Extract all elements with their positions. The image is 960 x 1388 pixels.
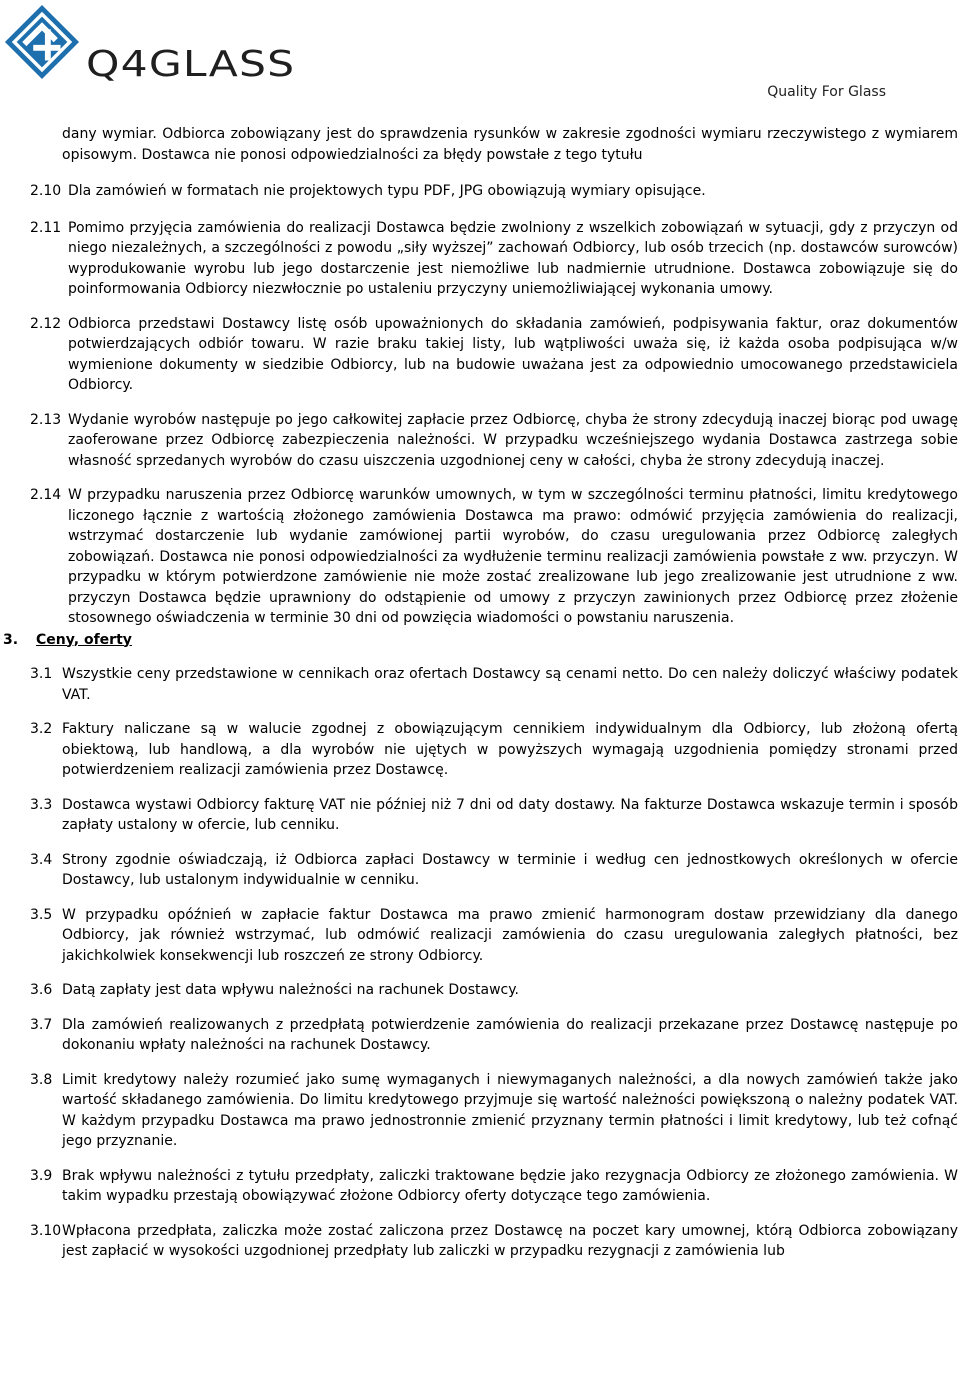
- clause-number: 3.8: [30, 1071, 53, 1088]
- section-title: Ceny, oferty: [36, 631, 132, 648]
- section-3-heading: [3, 630, 958, 651]
- clause-3-10: [30, 1221, 958, 1262]
- clause-2-10: [30, 181, 958, 202]
- clause-text: Datą zapłaty jest data wpływu należności na rachunek Dostawcy.: [62, 982, 519, 998]
- intro-paragraph: dany wymiar. Odbiorca zobowiązany jest do sprawdzenia rysunków w zakresie zgodności wymiaru rzeczywistego z wymiarem opisowym. Dostawca nie ponosi odpowiedzialności za błędy powstałe z tego tytułu: [62, 126, 958, 163]
- clause-number: 3.7: [30, 1016, 53, 1033]
- clause-3-8: [30, 1070, 958, 1152]
- page-header: [0, 0, 960, 110]
- clause-text: Faktury naliczane są w walucie zgodnej z obowiązującym cennikiem indywidualnym dla Odbiorcy, lub złożoną ofertą obiektową, lub handlową, a dla wyrobów nie ujętych w powyższych wymagają uzgodnienia pomiędzy stronami przed potwierdzeniem realizacji zamówienia przez Dostawcę.: [62, 721, 958, 778]
- q4glass-logo-icon: [3, 3, 81, 81]
- clause-3-5: [30, 905, 958, 967]
- clause-3-4: [30, 850, 958, 891]
- clause-3-1: [30, 664, 958, 705]
- clause-number: 3.6: [30, 982, 53, 998]
- document-body: [3, 124, 958, 1262]
- clause-number: 3.9: [30, 1167, 53, 1184]
- clause-3-7: [30, 1015, 958, 1056]
- clause-text: Wpłacona przedpłata, zaliczka może zostać zaliczona przez Dostawcę na poczet kary umownej, którą Odbiorca zobowiązany jest zapłacić w wysokości uzgodnionej przedpłaty lub zaliczki w przypadku rezygnacji z zamówienia lub: [62, 1222, 958, 1259]
- clause-number: 2.14: [30, 487, 62, 503]
- clause-text: Pomimo przyjęcia zamówienia do realizacji Dostawca będzie zwolniony z wszelkich zobowiązań w sytuacji, gdy z przyczyn od niego niezależnych, a szczególności z powodu „siły wyższej” zachowań Odbiorcy, lub osób trzecich (np. dostawców surowców) wyprodukowanie wyrobu lub jego dostarczenie jest niemożliwe lub nadmiernie utrudnione. Dostawca zobowiązuje się do poinformowania Odbiorcy niezwłocznie po ustaleniu przyczyny uniemożliwiającej wykonania umowy.: [68, 219, 958, 297]
- clause-text: Limit kredytowy należy rozumieć jako sumę wymaganych i niewymaganych należności, a dla nowych zamówień także jako wartość składanego zamówienia. Do limitu kredytowego przyjmuje się wartość należności powiększoną o należny podatek VAT. W każdym przypadku Dostawca ma prawo jednostronnie zmienić przyznany termin płatności i limit kredytowy, lub też cofnąć jego przyznanie.: [62, 1071, 958, 1149]
- clause-text: Dla zamówień w formatach nie projektowych typu PDF, JPG obowiązują wymiary opisujące.: [68, 183, 706, 199]
- clause-text: Dla zamówień realizowanych z przedpłatą potwierdzenie zamówienia do realizacji przekazane przez Dostawcę następuje po dokonaniu wpłaty należności na rachunek Dostawcy.: [62, 1016, 958, 1053]
- clause-text: W przypadku naruszenia przez Odbiorcę warunków umownych, w tym w szczególności terminu płatności, limitu kredytowego liczonego łącznie z wartością złożonego zamówienia Dostawca ma prawo: odmówić przyjęcia zamówienia do realizacji, wstrzymać dostarczenie lub wydanie zamówionej partii wyrobów, do czasu uregulowania przez Odbiorcę zaległych zobowiązań. Dostawca nie ponosi odpowiedzialności za wydłużenie terminu realizacji zamówienia powstałe z ww. przyczyn. W przypadku w którym potwierdzone zamówienie nie może zostać zrealizowane lub jego zrealizowanie jest utrudnione z ww. przyczyn Dostawca będzie uprawniony do odstąpienie od umowy z przyczyn zawinionych przez Odbiorcę przez złożenie stosownego oświadczenia w terminie 30 dni od powzięcia wiadomości o powstaniu naruszenia.: [68, 487, 958, 626]
- clause-text: Strony zgodnie oświadczają, iż Odbiorca zapłaci Dostawcy w terminie i według cen jednostkowych określonych w ofercie Dostawcy, lub ustalonym indywidualnie w cenniku.: [62, 851, 958, 888]
- clause-text: Wydanie wyrobów następuje po jego całkowitej zapłacie przez Odbiorcę, chyba że strony zdecydują inaczej biorąc pod uwagę zaoferowane przez Odbiorcę zabezpieczenia należności. W przypadku wcześniejszego wydania Dostawca zastrzega sobie własność sprzedanych wyrobów do czasu uiszczenia uzgodnionej ceny w całości, chyba że strony zdecydują inaczej.: [68, 411, 958, 469]
- clause-2-14: [30, 485, 958, 629]
- clause-number: 3.2: [30, 721, 53, 737]
- clause-3-2: [30, 719, 958, 781]
- clause-3-3: [30, 795, 958, 836]
- clause-2-13: [30, 410, 958, 472]
- clause-text: Odbiorca przedstawi Dostawcy listę osób upoważnionych do składania zamówień, podpisywania faktur, oraz dokumentów potwierdzających odbiór towaru. W razie braku takiej listy, lub wątpliwości uważa się, iż każda osoba podpisująca w/w wymienione dokumenty w siedzibie Odbiorcy, lub na budowie uważana jest za odpowiednio umocowanego przedstawiciela Odbiorcy.: [68, 315, 958, 393]
- clause-number: 3.10: [30, 1222, 62, 1239]
- brand-tagline: Quality For Glass: [767, 84, 886, 100]
- clause-text: Wszystkie ceny przedstawione w cennikach oraz ofertach Dostawcy są cenami netto. Do cen należy doliczyć właściwy podatek VAT.: [62, 666, 958, 703]
- clause-3-6: [30, 980, 958, 1001]
- clause-number: 2.12: [30, 315, 62, 332]
- clause-number: 3.4: [30, 851, 53, 868]
- clause-number: 3.3: [30, 796, 53, 813]
- clause-2-12: [30, 314, 958, 396]
- clause-number: 2.10: [30, 183, 62, 199]
- clause-text: W przypadku opóźnień w zapłacie faktur Dostawca ma prawo zmienić harmonogram dostaw przewidziany dla danego Odbiorcy, jak również wstrzymać, lub odmówić realizacji zamówienia do czasu uregulowania zaległych płatności, bez jakichkolwiek konsekwencji lub roszczeń ze strony Odbiorcy.: [62, 906, 958, 964]
- section-number: 3.: [3, 631, 19, 648]
- clause-number: 3.1: [30, 666, 53, 682]
- clause-number: 3.5: [30, 906, 53, 923]
- clause-number: 2.11: [30, 219, 62, 236]
- clause-2-11: [30, 218, 958, 300]
- brand-name: Q4GLASS: [86, 44, 296, 85]
- clause-3-9: [30, 1166, 958, 1207]
- clause-number: 2.13: [30, 411, 62, 428]
- clause-text: Dostawca wystawi Odbiorcy fakturę VAT nie później niż 7 dni od daty dostawy. Na fakturze Dostawca wskazuje termin i sposób zapłaty ustalony w ofercie, lub cenniku.: [62, 796, 958, 833]
- clause-text: Brak wpływu należności z tytułu przedpłaty, zaliczki traktowane będzie jako rezygnacja Odbiorcy ze złożonego zamówienia. W takim wypadku przestają obowiązywać złożone Odbiorcy oferty dotyczące tego zamówienia.: [62, 1167, 958, 1204]
